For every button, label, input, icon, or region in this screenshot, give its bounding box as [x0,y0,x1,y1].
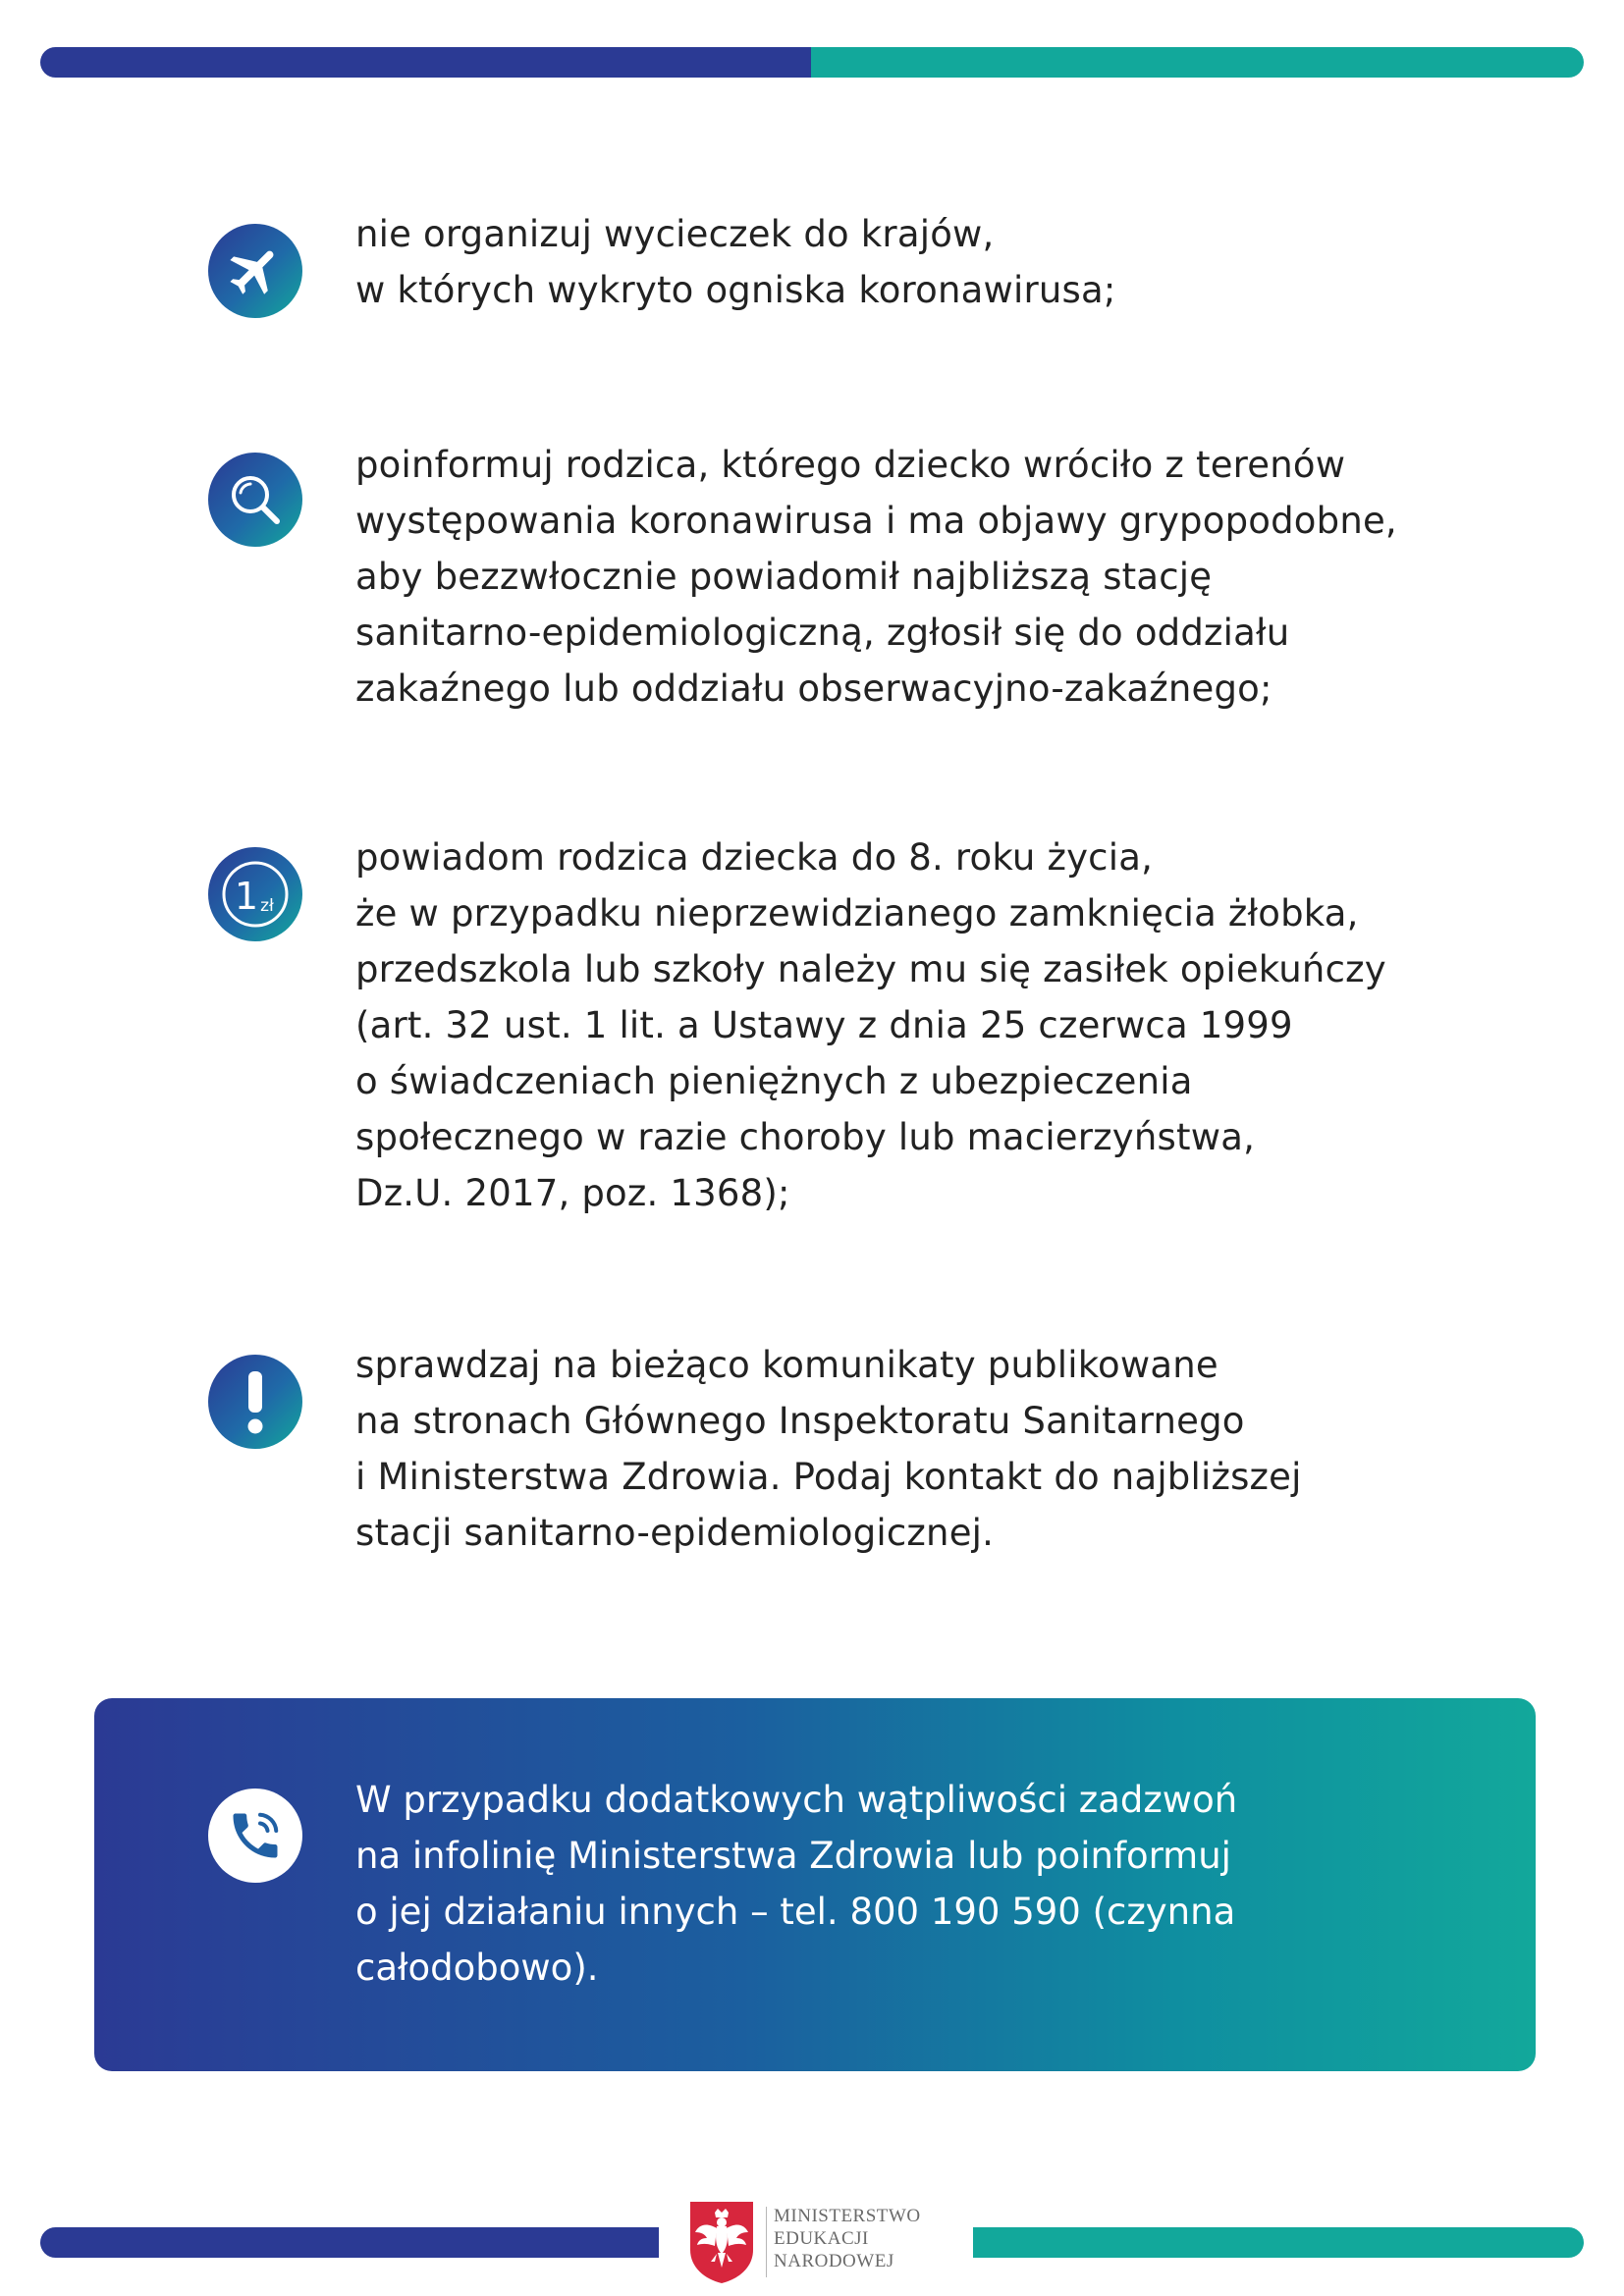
text-line: stacji sanitarno-epidemiologicznej. [355,1512,995,1554]
logo-divider [766,2207,767,2277]
item-text [355,206,1116,318]
phone-icon [208,1789,302,1883]
list-item-travel [208,213,1514,342]
logo-text-line: NARODOWEJ [774,2251,894,2271]
text-line: że w przypadku nieprzewidzianego zamknięcia żłobka, [355,892,1359,934]
helpline-text [355,1772,1237,1996]
text-line: nie organizuj wycieczek do krajów, [355,213,995,255]
list-item-check-announcements [208,1344,1514,1590]
bottom-bar-teal [973,2227,1584,2258]
text-line: na stronach Głównego Inspektoratu Sanitarnego [355,1400,1245,1442]
text-line: całodobowo). [355,1947,599,1989]
text-line: poinformuj rodzica, którego dziecko wróciło z terenów [355,444,1346,486]
text-line: (art. 32 ust. 1 lit. a Ustawy z dnia 25 czerwca 1999 [355,1004,1293,1046]
text-line: na infolinię Ministerstwa Zdrowia lub poinformuj [355,1835,1231,1877]
list-item-care-allowance [208,836,1514,1240]
text-line: i Ministerstwa Zdrowia. Podaj kontakt do najbliższej [355,1456,1302,1498]
text-line: zakaźnego lub oddziału obserwacyjno-zakaźnego; [355,667,1272,710]
text-line: W przypadku dodatkowych wątpliwości zadzwoń [355,1779,1238,1821]
bottom-bar-navy [40,2227,659,2258]
text-line: w których wykryto ogniska koronawirusa; [355,269,1116,311]
list-item-inform-parent [208,444,1514,737]
ministry-name [774,2205,921,2272]
logo-text-line: EDUKACJI [774,2228,869,2249]
helpline-banner [94,1698,1536,2071]
item-text [355,829,1386,1221]
text-line: występowania koronawirusa i ma objawy grypopodobne, [355,500,1397,542]
text-line: społecznego w razie choroby lub macierzyństwa, [355,1116,1256,1158]
coin-icon [208,847,302,941]
text-line: aby bezzwłocznie powiadomił najbliższą stację [355,556,1213,598]
logo-text-line: MINISTERSTWO [774,2206,921,2226]
magnifier-icon [208,453,302,547]
top-bar-teal [811,47,1584,78]
exclamation-icon [208,1355,302,1449]
text-line: sanitarno-epidemiologiczną, zgłosił się do oddziału [355,612,1290,654]
text-line: o świadczeniach pieniężnych z ubezpieczenia [355,1060,1193,1102]
svg-text:1: 1 [234,875,259,918]
polish-eagle-emblem-icon [687,2199,756,2285]
item-text [355,1337,1302,1561]
svg-text:zł: zł [260,896,274,916]
text-line: przedszkola lub szkoły należy mu się zasiłek opiekuńczy [355,948,1386,990]
airplane-icon [208,224,302,318]
text-line: Dz.U. 2017, poz. 1368); [355,1172,790,1214]
top-bar-navy [40,47,826,78]
text-line: powiadom rodzica dziecka do 8. roku życia, [355,836,1154,879]
text-line: sprawdzaj na bieżąco komunikaty publikowane [355,1344,1218,1386]
text-line: o jej działaniu innych – tel. 800 190 590 (czynna [355,1891,1236,1933]
item-text [355,437,1397,717]
ministry-logo [687,2199,952,2287]
